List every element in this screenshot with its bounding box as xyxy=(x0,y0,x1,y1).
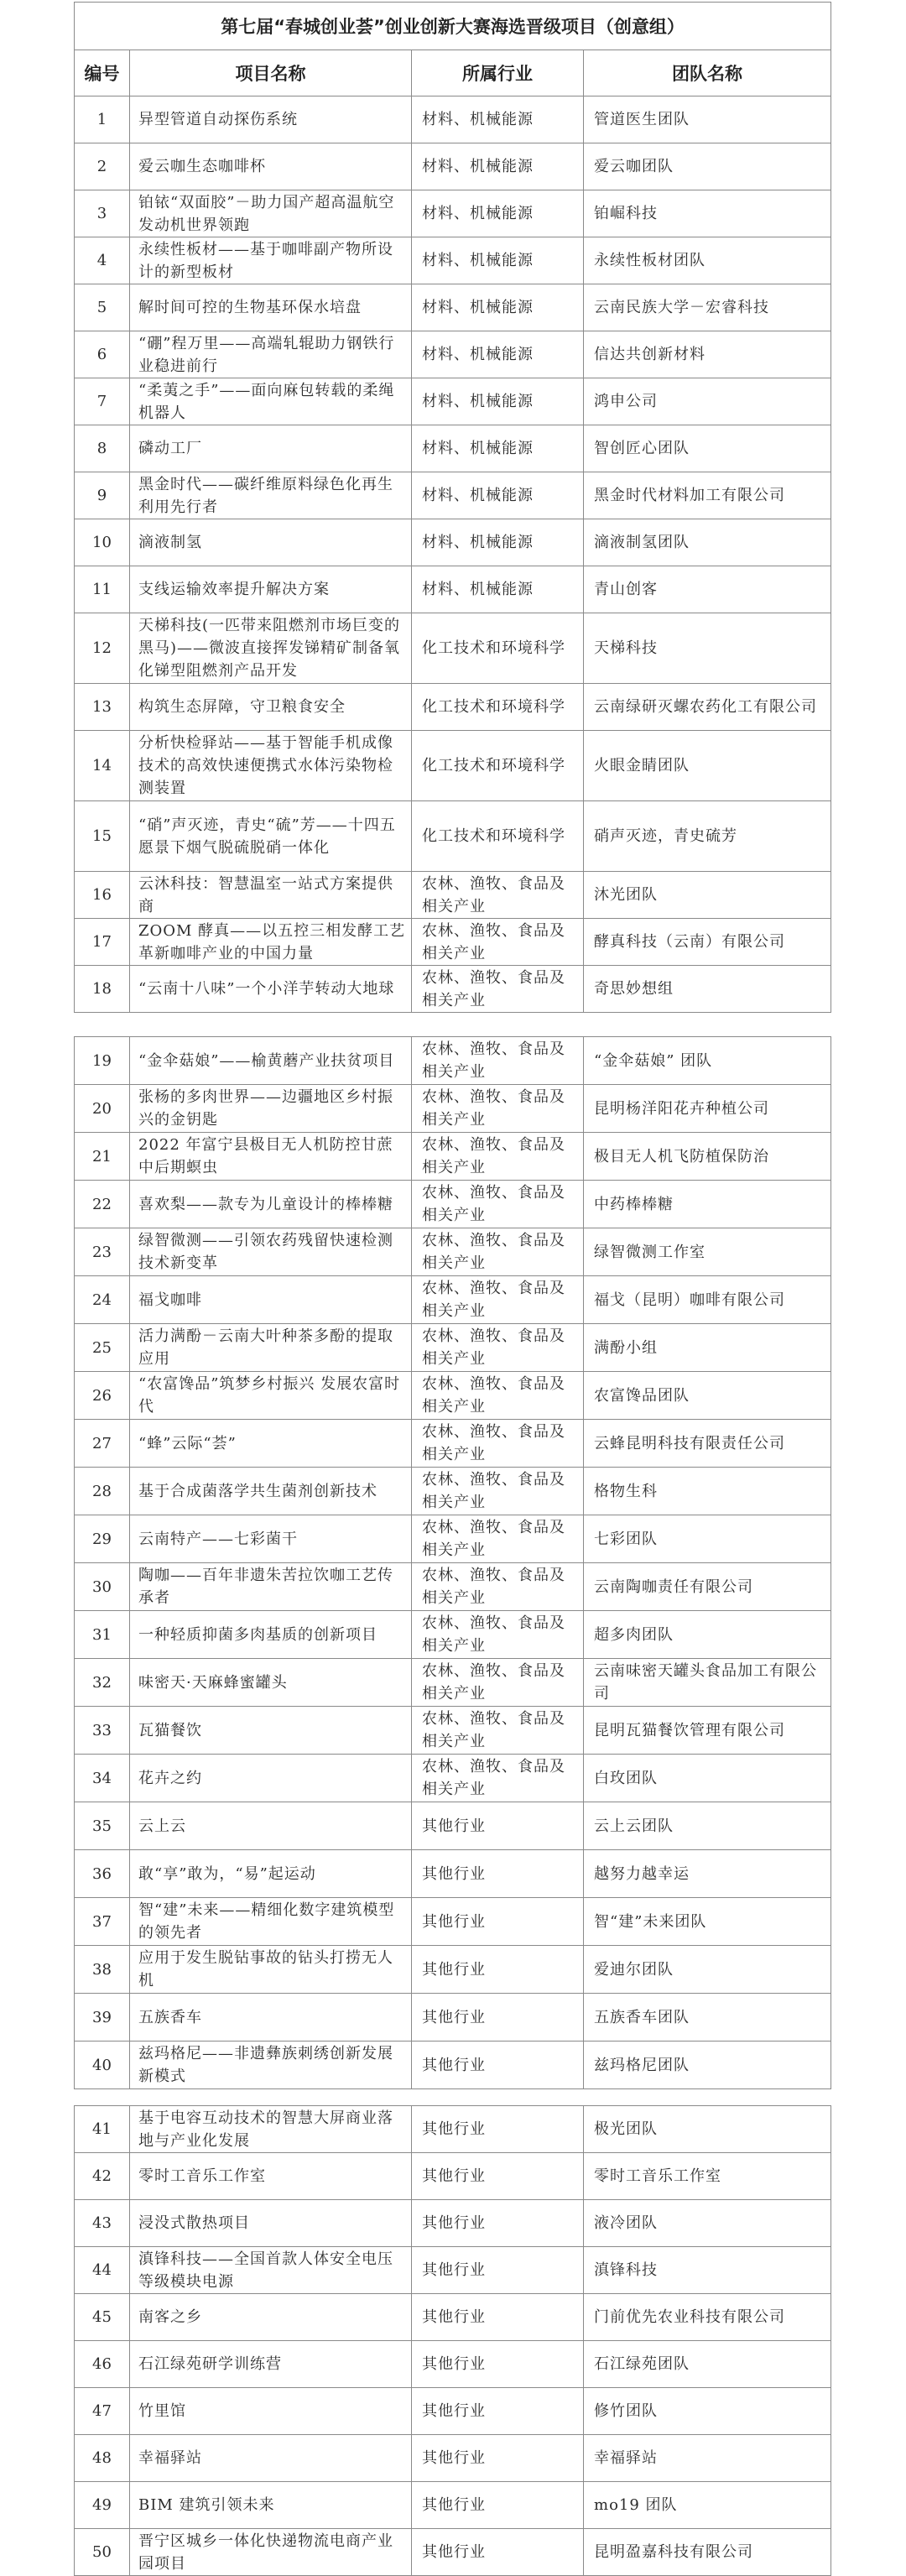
row-number: 25 xyxy=(75,1324,130,1372)
project-name: 铂铱“双面胶”－助力国产超高温航空发动机世界领跑 xyxy=(130,190,412,237)
industry: 其他行业 xyxy=(412,2388,584,2435)
project-name: 张杨的多肉世界——边疆地区乡村振兴的金钥匙 xyxy=(130,1085,412,1133)
team-name: 沐光团队 xyxy=(584,872,831,919)
team-name: 超多肉团队 xyxy=(584,1611,831,1659)
row-number: 6 xyxy=(75,331,130,378)
industry: 农林、渔牧、食品及相关产业 xyxy=(412,1563,584,1611)
projects-table-page-3 xyxy=(74,2105,831,2576)
row-number: 28 xyxy=(75,1468,130,1515)
industry: 材料、机械能源 xyxy=(412,472,584,519)
row-number: 9 xyxy=(75,472,130,519)
team-name: 智创匠心团队 xyxy=(584,425,831,472)
row-number: 46 xyxy=(75,2341,130,2388)
team-name: 石江绿苑团队 xyxy=(584,2341,831,2388)
team-name: 信达共创新材料 xyxy=(584,331,831,378)
table-row xyxy=(75,1037,831,1085)
industry: 材料、机械能源 xyxy=(412,96,584,143)
table-row xyxy=(75,378,831,425)
table-row xyxy=(75,1420,831,1468)
industry: 农林、渔牧、食品及相关产业 xyxy=(412,1659,584,1707)
table-row xyxy=(75,237,831,284)
industry: 材料、机械能源 xyxy=(412,425,584,472)
team-name: 硝声灭迹，青史硫芳 xyxy=(584,801,831,872)
row-number: 49 xyxy=(75,2482,130,2529)
project-name: 陶咖——百年非遗朱苦拉饮咖工艺传承者 xyxy=(130,1563,412,1611)
row-number: 24 xyxy=(75,1276,130,1324)
team-name: 云上云团队 xyxy=(584,1802,831,1850)
team-name: 昆明瓦猫餐饮管理有限公司 xyxy=(584,1707,831,1755)
table-row xyxy=(75,872,831,919)
row-number: 34 xyxy=(75,1755,130,1802)
table-row xyxy=(75,1898,831,1946)
team-name: 智“建”未来团队 xyxy=(584,1898,831,1946)
table-row xyxy=(75,1324,831,1372)
project-name: 天梯科技(一匹带来阻燃剂市场巨变的黑马)——微波直接挥发锑精矿制备氧化锑型阻燃剂产品开发 xyxy=(130,613,412,684)
table-row xyxy=(75,801,831,872)
industry: 农林、渔牧、食品及相关产业 xyxy=(412,1372,584,1420)
table-row xyxy=(75,1228,831,1276)
industry: 其他行业 xyxy=(412,2042,584,2089)
table-row xyxy=(75,1563,831,1611)
team-name: 天梯科技 xyxy=(584,613,831,684)
project-name: ZOOM 酵真——以五控三相发酵工艺革新咖啡产业的中国力量 xyxy=(130,919,412,966)
team-name: 青山创客 xyxy=(584,566,831,613)
team-name: 永续性板材团队 xyxy=(584,237,831,284)
header-team: 团队名称 xyxy=(584,50,831,96)
row-number: 23 xyxy=(75,1228,130,1276)
team-name: 越努力越幸运 xyxy=(584,1850,831,1898)
table-row xyxy=(75,1133,831,1181)
project-name: 绿智微测——引领农药残留快速检测技术新变革 xyxy=(130,1228,412,1276)
project-name: 分析快检驿站——基于智能手机成像技术的高效快速便携式水体污染物检测装置 xyxy=(130,731,412,801)
industry: 农林、渔牧、食品及相关产业 xyxy=(412,1037,584,1085)
row-number: 11 xyxy=(75,566,130,613)
team-name: 极光团队 xyxy=(584,2106,831,2153)
project-name: 五族香车 xyxy=(130,1994,412,2042)
table-title: 第七届“春城创业荟”创业创新大赛海选晋级项目（创意组） xyxy=(75,3,831,50)
row-number: 43 xyxy=(75,2200,130,2247)
table-row xyxy=(75,143,831,190)
project-name: 黑金时代——碳纤维原料绿色化再生利用先行者 xyxy=(130,472,412,519)
row-number: 36 xyxy=(75,1850,130,1898)
project-name: 滇锋科技——全国首款人体安全电压等级模块电源 xyxy=(130,2247,412,2294)
project-name: 云上云 xyxy=(130,1802,412,1850)
industry: 化工技术和环境科学 xyxy=(412,684,584,731)
team-name: 门前优先农业科技有限公司 xyxy=(584,2294,831,2341)
project-name: 竹里馆 xyxy=(130,2388,412,2435)
table-row xyxy=(75,2388,831,2435)
team-name: 液冷团队 xyxy=(584,2200,831,2247)
team-name: 绿智微测工作室 xyxy=(584,1228,831,1276)
project-name: 滴液制氢 xyxy=(130,519,412,566)
team-name: 福戈（昆明）咖啡有限公司 xyxy=(584,1276,831,1324)
table-row xyxy=(75,1611,831,1659)
industry: 农林、渔牧、食品及相关产业 xyxy=(412,1324,584,1372)
team-name: 昆明杨洋阳花卉种植公司 xyxy=(584,1085,831,1133)
team-name: mo19 团队 xyxy=(584,2482,831,2529)
industry: 化工技术和环境科学 xyxy=(412,613,584,684)
industry: 材料、机械能源 xyxy=(412,284,584,331)
projects-table-page-2 xyxy=(74,1036,831,2089)
row-number: 2 xyxy=(75,143,130,190)
row-number: 10 xyxy=(75,519,130,566)
team-name: 白玫团队 xyxy=(584,1755,831,1802)
project-name: 基于电容互动技术的智慧大屏商业落地与产业化发展 xyxy=(130,2106,412,2153)
row-number: 48 xyxy=(75,2435,130,2482)
industry: 材料、机械能源 xyxy=(412,378,584,425)
project-name: 兹玛格尼——非遗彝族刺绣创新发展新模式 xyxy=(130,2042,412,2089)
row-number: 18 xyxy=(75,966,130,1013)
industry: 农林、渔牧、食品及相关产业 xyxy=(412,1228,584,1276)
team-name: 满酚小组 xyxy=(584,1324,831,1372)
table-row xyxy=(75,519,831,566)
industry: 材料、机械能源 xyxy=(412,143,584,190)
row-number: 17 xyxy=(75,919,130,966)
row-number: 14 xyxy=(75,731,130,801)
row-number: 45 xyxy=(75,2294,130,2341)
industry: 材料、机械能源 xyxy=(412,331,584,378)
project-name: 幸福驿站 xyxy=(130,2435,412,2482)
table-row xyxy=(75,472,831,519)
industry: 农林、渔牧、食品及相关产业 xyxy=(412,1276,584,1324)
industry: 其他行业 xyxy=(412,1802,584,1850)
table-row xyxy=(75,425,831,472)
row-number: 38 xyxy=(75,1946,130,1994)
table-row xyxy=(75,1468,831,1515)
team-name: 滇锋科技 xyxy=(584,2247,831,2294)
industry: 农林、渔牧、食品及相关产业 xyxy=(412,1133,584,1181)
project-name: “云南十八味”一个小洋芋转动大地球 xyxy=(130,966,412,1013)
table-row xyxy=(75,1850,831,1898)
project-name: “蜂”云际“荟” xyxy=(130,1420,412,1468)
row-number: 31 xyxy=(75,1611,130,1659)
row-number: 50 xyxy=(75,2529,130,2576)
projects-table-page-1 xyxy=(74,2,831,1013)
team-name: 酵真科技（云南）有限公司 xyxy=(584,919,831,966)
table-row xyxy=(75,2294,831,2341)
project-name: 构筑生态屏障，守卫粮食安全 xyxy=(130,684,412,731)
row-number: 32 xyxy=(75,1659,130,1707)
team-name: 云南陶咖责任有限公司 xyxy=(584,1563,831,1611)
team-name: 云蜂昆明科技有限责任公司 xyxy=(584,1420,831,1468)
team-name: 零时工音乐工作室 xyxy=(584,2153,831,2200)
table-row xyxy=(75,2341,831,2388)
industry: 其他行业 xyxy=(412,2482,584,2529)
industry: 其他行业 xyxy=(412,1850,584,1898)
table-row xyxy=(75,1946,831,1994)
team-name: 幸福驿站 xyxy=(584,2435,831,2482)
table-row xyxy=(75,2529,831,2576)
header-num: 编号 xyxy=(75,50,130,96)
row-number: 47 xyxy=(75,2388,130,2435)
row-number: 30 xyxy=(75,1563,130,1611)
row-number: 41 xyxy=(75,2106,130,2153)
table-row xyxy=(75,2042,831,2089)
row-number: 42 xyxy=(75,2153,130,2200)
industry: 农林、渔牧、食品及相关产业 xyxy=(412,1181,584,1228)
header-industry: 所属行业 xyxy=(412,50,584,96)
industry: 其他行业 xyxy=(412,2247,584,2294)
project-name: 一种轻质抑菌多肉基质的创新项目 xyxy=(130,1611,412,1659)
team-name: 兹玛格尼团队 xyxy=(584,2042,831,2089)
table-row xyxy=(75,1994,831,2042)
header-row xyxy=(75,50,831,96)
row-number: 35 xyxy=(75,1802,130,1850)
project-name: 石江绿苑研学训练营 xyxy=(130,2341,412,2388)
industry: 其他行业 xyxy=(412,2200,584,2247)
team-name: 中药棒棒糖 xyxy=(584,1181,831,1228)
project-name: 味密天·天麻蜂蜜罐头 xyxy=(130,1659,412,1707)
industry: 材料、机械能源 xyxy=(412,519,584,566)
industry: 其他行业 xyxy=(412,2294,584,2341)
project-name: 南客之乡 xyxy=(130,2294,412,2341)
row-number: 27 xyxy=(75,1420,130,1468)
project-name: 应用于发生脱钻事故的钻头打捞无人机 xyxy=(130,1946,412,1994)
table-row xyxy=(75,684,831,731)
team-name: 火眼金睛团队 xyxy=(584,731,831,801)
team-name: 格物生科 xyxy=(584,1468,831,1515)
team-name: 五族香车团队 xyxy=(584,1994,831,2042)
project-name: 福戈咖啡 xyxy=(130,1276,412,1324)
row-number: 7 xyxy=(75,378,130,425)
team-name: 铂崛科技 xyxy=(584,190,831,237)
industry: 农林、渔牧、食品及相关产业 xyxy=(412,919,584,966)
team-name: “金伞菇娘” 团队 xyxy=(584,1037,831,1085)
table-row xyxy=(75,2482,831,2529)
row-number: 5 xyxy=(75,284,130,331)
industry: 农林、渔牧、食品及相关产业 xyxy=(412,1707,584,1755)
table-row xyxy=(75,2200,831,2247)
table-row xyxy=(75,1181,831,1228)
team-name: 鸿申公司 xyxy=(584,378,831,425)
industry: 农林、渔牧、食品及相关产业 xyxy=(412,1515,584,1563)
team-name: 滴液制氢团队 xyxy=(584,519,831,566)
table-row xyxy=(75,731,831,801)
industry: 其他行业 xyxy=(412,2529,584,2576)
industry: 其他行业 xyxy=(412,2435,584,2482)
row-number: 39 xyxy=(75,1994,130,2042)
project-name: 云南特产——七彩菌干 xyxy=(130,1515,412,1563)
table-row xyxy=(75,1802,831,1850)
row-number: 19 xyxy=(75,1037,130,1085)
row-number: 13 xyxy=(75,684,130,731)
industry: 其他行业 xyxy=(412,1994,584,2042)
row-number: 44 xyxy=(75,2247,130,2294)
project-name: 智“建”未来——精细化数字建筑模型的领先者 xyxy=(130,1898,412,1946)
table-row xyxy=(75,566,831,613)
table-row xyxy=(75,1276,831,1324)
industry: 农林、渔牧、食品及相关产业 xyxy=(412,872,584,919)
industry: 其他行业 xyxy=(412,2341,584,2388)
project-name: 敢“享”敢为，“易”起运动 xyxy=(130,1850,412,1898)
project-name: “柔荑之手”——面向麻包转载的柔绳机器人 xyxy=(130,378,412,425)
table-row xyxy=(75,613,831,684)
project-name: “硝”声灭迹，青史“硫”芳——十四五愿景下烟气脱硫脱硝一体化 xyxy=(130,801,412,872)
table-row xyxy=(75,284,831,331)
industry: 农林、渔牧、食品及相关产业 xyxy=(412,1420,584,1468)
industry: 农林、渔牧、食品及相关产业 xyxy=(412,1468,584,1515)
row-number: 33 xyxy=(75,1707,130,1755)
table-row xyxy=(75,1707,831,1755)
project-name: 磷动工厂 xyxy=(130,425,412,472)
header-project: 项目名称 xyxy=(130,50,412,96)
table-row xyxy=(75,2435,831,2482)
industry: 其他行业 xyxy=(412,1898,584,1946)
row-number: 29 xyxy=(75,1515,130,1563)
project-name: 永续性板材——基于咖啡副产物所设计的新型板材 xyxy=(130,237,412,284)
project-name: 支线运输效率提升解决方案 xyxy=(130,566,412,613)
team-name: 黑金时代材料加工有限公司 xyxy=(584,472,831,519)
project-name: 解时间可控的生物基环保水培盘 xyxy=(130,284,412,331)
row-number: 40 xyxy=(75,2042,130,2089)
project-name: 花卉之约 xyxy=(130,1755,412,1802)
industry: 其他行业 xyxy=(412,2153,584,2200)
project-name: 2022 年富宁县极目无人机防控甘蔗中后期螟虫 xyxy=(130,1133,412,1181)
project-name: “硼”程万里——高端轧辊助力钢铁行业稳进前行 xyxy=(130,331,412,378)
industry: 农林、渔牧、食品及相关产业 xyxy=(412,1085,584,1133)
industry: 农林、渔牧、食品及相关产业 xyxy=(412,1755,584,1802)
team-name: 七彩团队 xyxy=(584,1515,831,1563)
row-number: 12 xyxy=(75,613,130,684)
project-name: 异型管道自动探伤系统 xyxy=(130,96,412,143)
row-number: 4 xyxy=(75,237,130,284)
team-name: 爱云咖团队 xyxy=(584,143,831,190)
project-name: 零时工音乐工作室 xyxy=(130,2153,412,2200)
table-row xyxy=(75,2153,831,2200)
team-name: 昆明盈嘉科技有限公司 xyxy=(584,2529,831,2576)
table-row xyxy=(75,190,831,237)
team-name: 云南绿研灭螺农药化工有限公司 xyxy=(584,684,831,731)
table-row xyxy=(75,2247,831,2294)
team-name: 奇思妙想组 xyxy=(584,966,831,1013)
table-row xyxy=(75,966,831,1013)
industry: 材料、机械能源 xyxy=(412,237,584,284)
industry: 材料、机械能源 xyxy=(412,190,584,237)
project-name: “金伞菇娘”——榆黄蘑产业扶贫项目 xyxy=(130,1037,412,1085)
row-number: 21 xyxy=(75,1133,130,1181)
table-row xyxy=(75,1515,831,1563)
table-row xyxy=(75,919,831,966)
team-name: 管道医生团队 xyxy=(584,96,831,143)
project-name: BIM 建筑引领未来 xyxy=(130,2482,412,2529)
row-number: 26 xyxy=(75,1372,130,1420)
table-row xyxy=(75,331,831,378)
table-row xyxy=(75,2106,831,2153)
project-name: 晋宁区城乡一体化快递物流电商产业园项目 xyxy=(130,2529,412,2576)
row-number: 22 xyxy=(75,1181,130,1228)
project-name: 喜欢梨——款专为儿童设计的棒棒糖 xyxy=(130,1181,412,1228)
industry: 农林、渔牧、食品及相关产业 xyxy=(412,1611,584,1659)
project-name: “农富馋品”筑梦乡村振兴 发展农富时代 xyxy=(130,1372,412,1420)
row-number: 37 xyxy=(75,1898,130,1946)
team-name: 爱迪尔团队 xyxy=(584,1946,831,1994)
project-name: 瓦猫餐饮 xyxy=(130,1707,412,1755)
industry: 其他行业 xyxy=(412,2106,584,2153)
industry: 其他行业 xyxy=(412,1946,584,1994)
team-name: 修竹团队 xyxy=(584,2388,831,2435)
row-number: 1 xyxy=(75,96,130,143)
table-row xyxy=(75,96,831,143)
project-name: 基于合成菌落学共生菌剂创新技术 xyxy=(130,1468,412,1515)
team-name: 极目无人机飞防植保防治 xyxy=(584,1133,831,1181)
team-name: 云南味密天罐头食品加工有限公司 xyxy=(584,1659,831,1707)
table-row xyxy=(75,1085,831,1133)
project-name: 浸没式散热项目 xyxy=(130,2200,412,2247)
industry: 化工技术和环境科学 xyxy=(412,801,584,872)
project-name: 活力满酚－云南大叶种茶多酚的提取应用 xyxy=(130,1324,412,1372)
row-number: 16 xyxy=(75,872,130,919)
team-name: 云南民族大学－宏睿科技 xyxy=(584,284,831,331)
project-name: 爱云咖生态咖啡杯 xyxy=(130,143,412,190)
row-number: 8 xyxy=(75,425,130,472)
industry: 材料、机械能源 xyxy=(412,566,584,613)
table-row xyxy=(75,1755,831,1802)
team-name: 农富馋品团队 xyxy=(584,1372,831,1420)
industry: 化工技术和环境科学 xyxy=(412,731,584,801)
row-number: 20 xyxy=(75,1085,130,1133)
industry: 农林、渔牧、食品及相关产业 xyxy=(412,966,584,1013)
project-name: 云沐科技：智慧温室一站式方案提供商 xyxy=(130,872,412,919)
row-number: 15 xyxy=(75,801,130,872)
table-row xyxy=(75,1372,831,1420)
row-number: 3 xyxy=(75,190,130,237)
table-row xyxy=(75,1659,831,1707)
